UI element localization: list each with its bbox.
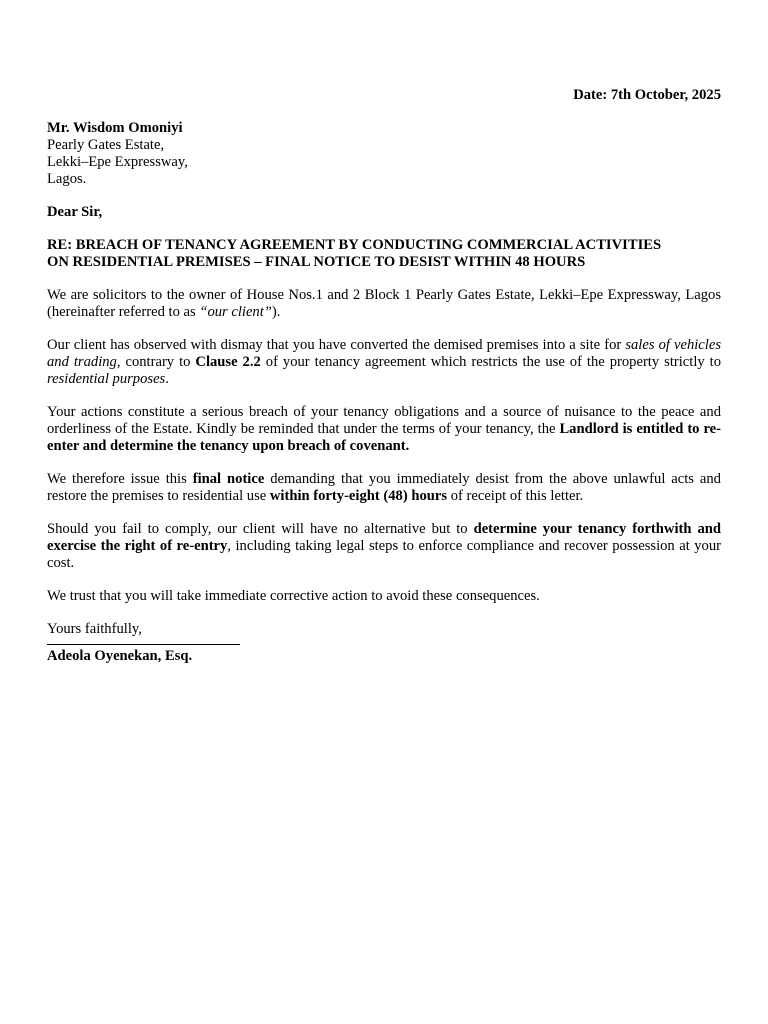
paragraph-text: contrary to (120, 354, 196, 370)
emphasis-text: residential purposes (47, 371, 166, 387)
subject-heading (47, 237, 721, 271)
paragraph-consequences (47, 521, 721, 572)
signatory-name: Adeola Oyenekan, Esq. (47, 648, 193, 664)
recipient-name: Mr. Wisdom Omoniyi (47, 120, 183, 136)
paragraph-text: We therefore issue this (47, 471, 193, 487)
subject-line-1: RE: BREACH OF TENANCY AGREEMENT BY CONDUCTING COMMERCIAL ACTIVITIES (47, 237, 662, 253)
paragraph-text: We are solicitors to the owner of House Nos.1 and 2 Block 1 Pearly Gates Estate, Lekki–Epe Expressway, Lagos (hereinafter referred to as (47, 287, 721, 320)
paragraph-observation (47, 337, 721, 388)
recipient-address (47, 120, 721, 188)
bold-text: Landlord is entitled to re-enter and determine the tenancy upon breach of covenant. (47, 421, 721, 454)
paragraph-text: Should you fail to comply, our client will have no alternative but to (47, 521, 474, 537)
paragraph-trust: We trust that you will take immediate corrective action to avoid these consequences. (47, 588, 540, 604)
paragraph-text: Our client has observed with dismay that you have converted the demised premises into a site for (47, 337, 626, 353)
bold-text: within forty-eight (48) hours (269, 488, 448, 504)
letter-date: Date: 7th October, 2025 (573, 87, 721, 103)
salutation: Dear Sir, (47, 204, 103, 220)
clause-reference: Clause 2.2 (195, 354, 261, 370)
subject-line-2: ON RESIDENTIAL PREMISES – FINAL NOTICE TO DESIST WITHIN 48 HOURS (47, 254, 586, 270)
client-term: “our client” (199, 304, 272, 320)
paragraph-text: . (165, 371, 169, 387)
paragraph-text: of your tenancy agreement which restricts the use of the property strictly to (260, 354, 721, 370)
paragraph-text: of receipt of this letter. (447, 488, 584, 504)
paragraph-text: ). (271, 304, 281, 320)
bold-text: final notice (192, 471, 265, 487)
paragraph-text: Your actions constitute a serious breach of your tenancy obligations and a source of nuisance to the peace and orderliness of the Estate. Kindly be reminded that under the terms of your tenancy, the (47, 404, 721, 437)
address-line: Lagos. (47, 171, 87, 187)
letter-page (47, 87, 721, 665)
paragraph-solicitors (47, 287, 721, 321)
paragraph-text: , including taking legal steps to enforce compliance and recover possession at your cost. (47, 538, 721, 571)
emphasis-text: sales of vehicles and trading, (47, 337, 721, 370)
bold-text: determine your tenancy forthwith and exercise the right of re-entry (47, 521, 721, 554)
signature-line (47, 644, 240, 645)
address-line: Pearly Gates Estate, (47, 137, 165, 153)
paragraph-final-notice (47, 471, 721, 505)
paragraph-text: demanding that you immediately desist from the above unlawful acts and restore the premises to residential use (47, 471, 721, 504)
paragraph-breach (47, 404, 721, 455)
address-line: Lekki–Epe Expressway, (47, 154, 188, 170)
closing: Yours faithfully, (47, 621, 142, 637)
